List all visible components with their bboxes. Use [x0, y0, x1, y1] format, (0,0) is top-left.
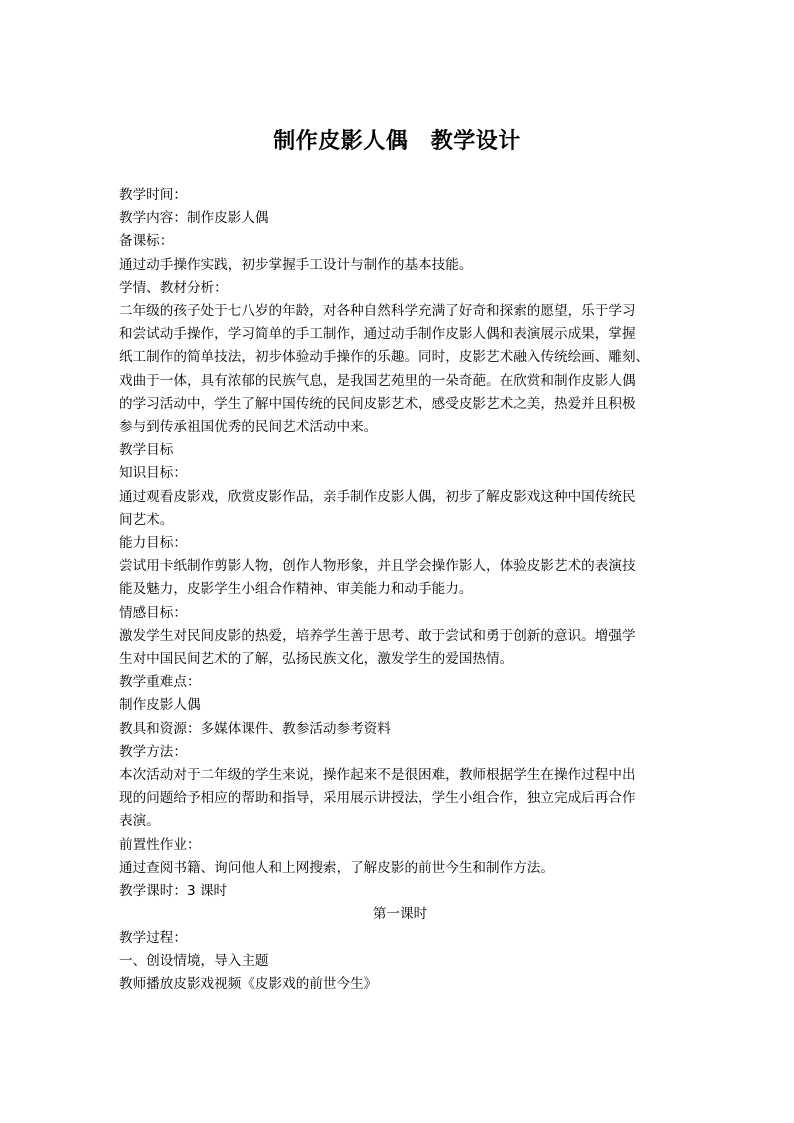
text-line: 本次活动对于二年级的学生来说，操作起来不是很困难，教师根据学生在操作过程中出: [119, 767, 636, 784]
text-line: 一、创设情境，导入主题: [119, 952, 269, 969]
text-line: 教学方法：: [119, 743, 187, 760]
text-line: 纸工制作的简单技法，初步体验动手操作的乐趣。同时，皮影艺术融入传统绘画、雕刻、: [119, 349, 650, 366]
text-line: 表演。: [119, 813, 160, 830]
section-heading: 教学目标: [119, 442, 174, 459]
text-line: 教学过程：: [119, 929, 187, 946]
text-line: 生对中国民间艺术的了解，弘扬民族文化，激发学生的爱国热情。: [119, 651, 514, 668]
lesson-heading: 第一课时: [372, 906, 428, 923]
text-line: 戏曲于一体，具有浓郁的民族气息，是我国艺苑里的一朵奇葩。在欣赏和制作皮影人偶: [119, 372, 636, 389]
text-line: 的学习活动中，学生了解中国传统的民间皮影艺术，感受皮影艺术之美，热爱并且积极: [119, 395, 636, 412]
text-line: 激发学生对民间皮影的热爱，培养学生善于思考、敢于尝试和勇于创新的意识。增强学: [119, 627, 636, 644]
text-line: 和尝试动手操作，学习简单的手工制作，通过动手制作皮影人偶和表演展示成果，掌握: [119, 326, 636, 343]
text-line: 通过动手操作实践，初步掌握手工设计与制作的基本技能。: [119, 256, 473, 273]
text-line: 教学重难点：: [119, 674, 201, 691]
text-line: 参与到传承祖国优秀的民间艺术活动中来。: [119, 419, 378, 436]
text-line: 知识目标：: [119, 465, 187, 482]
document-title: 制作皮影人偶 教学设计: [273, 129, 521, 154]
text-line: 前置性作业：: [119, 836, 201, 853]
text-line: 教学课时：3 课时: [119, 883, 228, 900]
text-line: 教学内容：制作皮影人偶: [119, 210, 269, 227]
text-line: 二年级的孩子处于七八岁的年龄，对各种自然科学充满了好奇和探索的愿望，乐于学习: [119, 303, 636, 320]
text-line: 备课标：: [119, 233, 174, 250]
text-line: 教学时间：: [119, 187, 187, 203]
text-line: 现的问题给予相应的帮助和指导，采用展示讲授法，学生小组合作，独立完成后再合作: [119, 790, 636, 807]
text-line: 能力目标：: [119, 535, 187, 552]
text-line: 通过观看皮影戏，欣赏皮影作品，亲手制作皮影人偶，初步了解皮影戏这种中国传统民: [119, 488, 636, 505]
text-line: 教具和资源：多媒体课件、教参活动参考资料: [119, 720, 391, 737]
text-line: 教师播放皮影戏视频《皮影戏的前世今生》: [119, 975, 378, 992]
text-line: 情感目标：: [119, 604, 187, 621]
text-line: 制作皮影人偶: [119, 697, 201, 714]
text-line: 间艺术。: [119, 511, 174, 528]
document-body: [119, 184, 681, 996]
text-line: 通过查阅书籍、询问他人和上网搜索，了解皮影的前世今生和制作方法。: [119, 859, 554, 876]
text-line: 尝试用卡纸制作剪影人物，创作人物形象，并且学会操作影人，体验皮影艺术的表演技: [119, 558, 636, 575]
text-line: 能及魅力，皮影学生小组合作精神、审美能力和动手能力。: [119, 581, 473, 598]
text-line: 学情、教材分析：: [119, 279, 228, 296]
